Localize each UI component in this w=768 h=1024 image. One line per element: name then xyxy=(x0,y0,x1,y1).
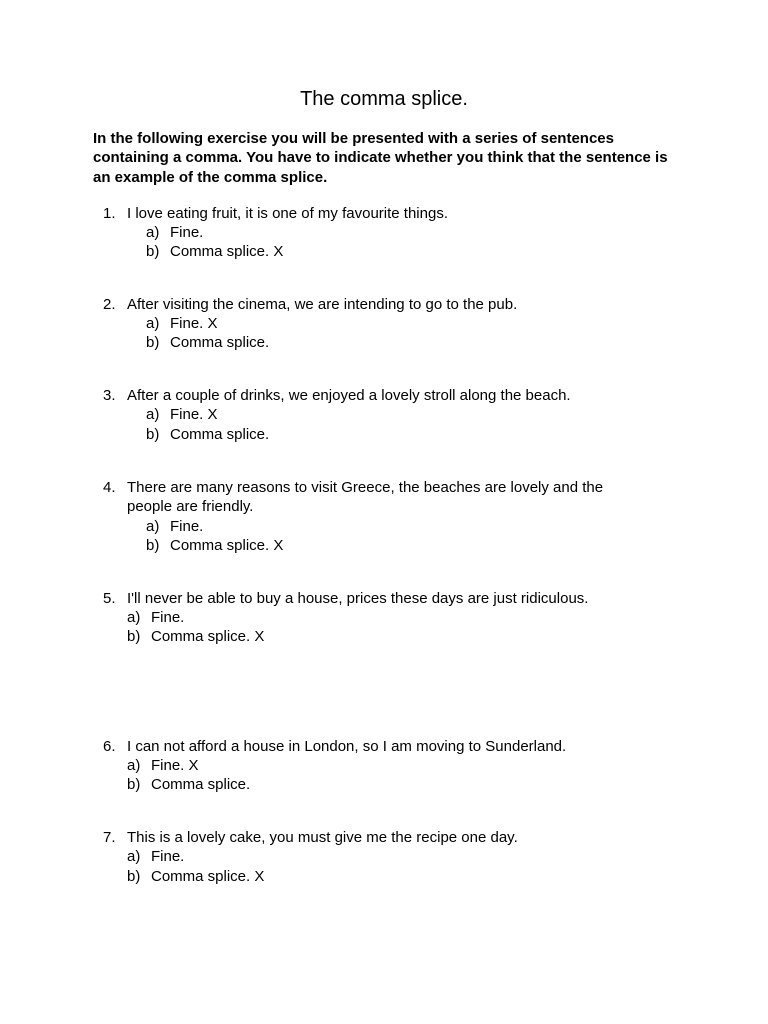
option-label: b) xyxy=(127,628,141,645)
question-number: 4. xyxy=(103,479,116,496)
option-text: Fine. X xyxy=(151,757,199,774)
option-text: Comma splice. xyxy=(170,334,270,351)
option-label: b) xyxy=(127,868,141,885)
question-text: This is a lovely cake, you must give me the recipe one day. xyxy=(127,829,518,846)
page-title: The comma splice. xyxy=(300,88,468,110)
question-number: 1. xyxy=(103,205,116,222)
option-text: Fine. xyxy=(151,609,185,626)
question-text: After visiting the cinema, we are intending to go to the pub. xyxy=(127,296,518,313)
question-text: I love eating fruit, it is one of my favourite things. xyxy=(127,205,448,222)
option-label: b) xyxy=(146,334,160,351)
instructions-paragraph: In the following exercise you will be presented with a series of sentences containing a comma. You have to indicate whether you think that the sentence is an example of the comma splice. xyxy=(93,130,668,186)
option-label: a) xyxy=(146,224,160,241)
question-text: I'll never be able to buy a house, prices these days are just ridiculous. xyxy=(127,590,589,607)
option-text: Comma splice. X xyxy=(170,537,284,554)
option-text: Fine. X xyxy=(170,406,218,423)
option-label: b) xyxy=(146,243,160,260)
option-text: Comma splice. X xyxy=(151,868,265,885)
option-label: a) xyxy=(127,757,141,774)
option-text: Fine. xyxy=(170,224,204,241)
option-label: a) xyxy=(146,518,160,535)
option-text: Comma splice. X xyxy=(151,628,265,645)
option-label: a) xyxy=(146,315,160,332)
question-text: I can not afford a house in London, so I am moving to Sunderland. xyxy=(127,738,567,755)
question-text: After a couple of drinks, we enjoyed a lovely stroll along the beach. xyxy=(127,387,571,404)
question-text: There are many reasons to visit Greece, the beaches are lovely and the people are friendly. xyxy=(127,479,604,516)
question-number: 3. xyxy=(103,387,116,404)
option-label: b) xyxy=(146,426,160,443)
option-label: a) xyxy=(127,609,141,626)
option-text: Fine. xyxy=(151,848,185,865)
option-text: Comma splice. xyxy=(170,426,270,443)
option-text: Fine. xyxy=(170,518,204,535)
option-text: Fine. X xyxy=(170,315,218,332)
option-text: Comma splice. X xyxy=(170,243,284,260)
option-label: b) xyxy=(146,537,160,554)
question-number: 6. xyxy=(103,738,116,755)
question-number: 7. xyxy=(103,829,116,846)
question-number: 2. xyxy=(103,296,116,313)
question-number: 5. xyxy=(103,590,116,607)
option-text: Comma splice. xyxy=(151,776,251,793)
option-label: a) xyxy=(127,848,141,865)
option-label: a) xyxy=(146,406,160,423)
option-label: b) xyxy=(127,776,141,793)
